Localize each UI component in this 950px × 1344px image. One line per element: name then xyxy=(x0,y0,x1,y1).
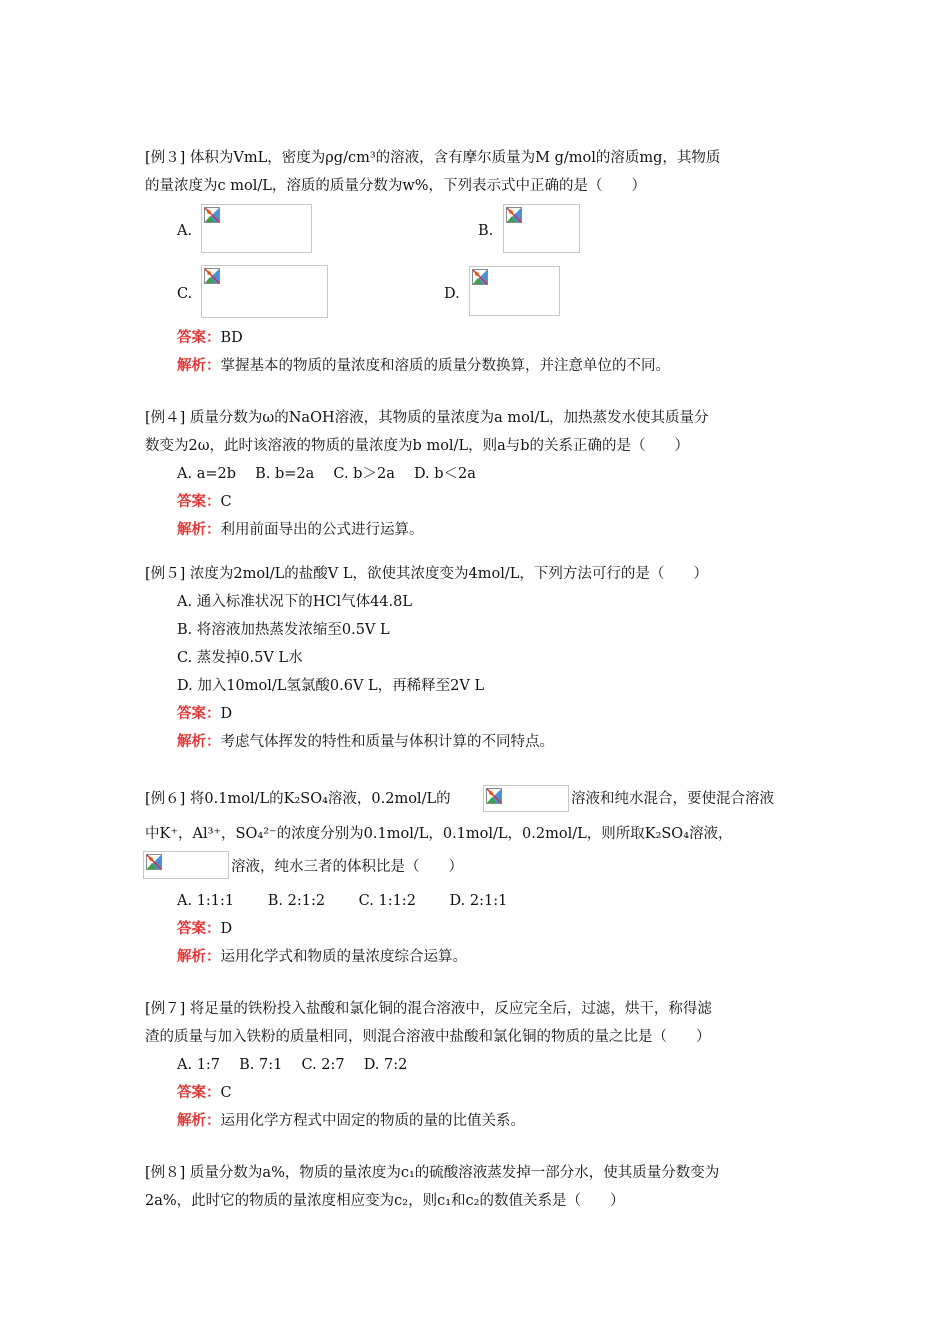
analysis-text: 运用化学式和物质的量浓度综合运算。 xyxy=(220,949,467,965)
analysis-label: 解析： xyxy=(177,521,221,538)
ex6-inline-image-2 xyxy=(143,851,229,879)
answer-label: 答案： xyxy=(177,920,221,937)
ex5-option-d: D. 加入10mol/L氢氯酸0.6V L，再稀释至2V L xyxy=(177,678,485,694)
broken-image-icon xyxy=(204,207,220,223)
ex6-question-line3-post: 溶液，纯水三者的体积比是（ ） xyxy=(231,859,463,875)
broken-image-icon xyxy=(486,788,502,804)
ex5-option-a: A. 通入标准状况下的HCl气体44.8L xyxy=(177,594,412,610)
ex6-inline-image-1 xyxy=(483,785,569,812)
answer-value: D xyxy=(220,706,233,722)
ex3-option-b-image xyxy=(503,204,580,253)
analysis-text: 利用前面导出的公式进行运算。 xyxy=(220,522,424,538)
analysis-label: 解析： xyxy=(177,948,221,965)
analysis-text: 掌握基本的物质的量浓度和溶质的质量分数换算，并注意单位的不同。 xyxy=(220,358,670,374)
ex4-options: A. a=2b B. b=2a C. b＞2a D. b＜2a xyxy=(177,466,476,482)
ex6-answer xyxy=(177,919,232,939)
analysis-text: 考虑气体挥发的特性和质量与体积计算的不同特点。 xyxy=(220,734,554,750)
answer-value: D xyxy=(220,921,233,937)
ex3-option-d-image xyxy=(469,266,560,316)
analysis-label: 解析： xyxy=(177,1112,221,1129)
ex3-question-line2: 的量浓度为c mol/L，溶质的质量分数为w%，下列表示式中正确的是（ ） xyxy=(145,178,647,194)
answer-label: 答案： xyxy=(177,1084,221,1101)
answer-label: 答案： xyxy=(177,329,221,346)
ex7-answer xyxy=(177,1083,232,1103)
ex5-option-c: C. 蒸发掉0.5V L水 xyxy=(177,650,303,666)
answer-label: 答案： xyxy=(177,705,221,722)
answer-label: 答案： xyxy=(177,493,221,510)
ex4-question-line2: 数变为2ω，此时该溶液的物质的量浓度为b mol/L，则a与b的关系正确的是（ ） xyxy=(145,438,689,454)
ex3-analysis xyxy=(177,356,670,376)
ex6-options: A. 1:1:1 B. 2:1:2 C. 1:1:2 D. 2:1:1 xyxy=(177,893,508,909)
ex3-option-d-label: D. xyxy=(444,286,460,302)
ex6-question-line1-pre: [例６] 将0.1mol/L的K₂SO₄溶液，0.2mol/L的 xyxy=(145,791,451,807)
ex5-answer xyxy=(177,704,232,724)
answer-value: BD xyxy=(220,330,243,346)
ex3-option-c-image xyxy=(201,265,328,318)
broken-image-icon xyxy=(506,207,522,223)
ex7-question-line2: 渣的质量与加入铁粉的质量相同，则混合溶液中盐酸和氯化铜的物质的量之比是（ ） xyxy=(145,1029,711,1045)
ex7-question-line1: [例７] 将足量的铁粉投入盐酸和氯化铜的混合溶液中，反应完全后，过滤，烘干，称得滤 xyxy=(145,1001,712,1017)
ex6-question-line2: 中K⁺，Al³⁺，SO₄²⁻的浓度分别为0.1mol/L，0.1mol/L，0.2mol/L，则所取K₂SO₄溶液， xyxy=(145,826,733,842)
ex3-question-line1: [例３] 体积为VmL，密度为ρg/cm³的溶液，含有摩尔质量为M g/mol的溶质mg，其物质 xyxy=(145,150,721,166)
ex7-analysis xyxy=(177,1111,525,1131)
ex3-option-a-image xyxy=(201,204,312,253)
answer-value: C xyxy=(220,1085,232,1101)
answer-value: C xyxy=(220,494,232,510)
broken-image-icon xyxy=(204,268,220,284)
ex8-question-line2: 2a%，此时它的物质的量浓度相应变为c₂，则c₁和c₂的数值关系是（ ） xyxy=(145,1193,625,1209)
ex5-option-b: B. 将溶液加热蒸发浓缩至0.5V L xyxy=(177,622,390,638)
ex3-answer xyxy=(177,328,243,348)
ex4-question-line1: [例４] 质量分数为ω的NaOH溶液，其物质的量浓度为a mol/L，加热蒸发水使其质量分 xyxy=(145,410,709,426)
ex6-analysis xyxy=(177,947,467,967)
broken-image-icon xyxy=(472,269,488,285)
ex7-options: A. 1:7 B. 7:1 C. 2:7 D. 7:2 xyxy=(177,1057,408,1073)
ex5-question-line1: [例５] 浓度为2mol/L的盐酸V L，欲使其浓度变为4mol/L，下列方法可行的是（ ） xyxy=(145,566,708,582)
ex8-question-line1: [例８] 质量分数为a%，物质的量浓度为c₁的硫酸溶液蒸发掉一部分水，使其质量分数变为 xyxy=(145,1165,720,1181)
ex4-analysis xyxy=(177,520,424,540)
ex6-question-line1-post: 溶液和纯水混合，要使混合溶液 xyxy=(571,791,774,807)
analysis-text: 运用化学方程式中固定的物质的量的比值关系。 xyxy=(220,1113,525,1129)
broken-image-icon xyxy=(146,854,162,870)
ex3-option-b-label: B. xyxy=(478,223,494,239)
ex5-analysis xyxy=(177,732,554,752)
ex3-option-c-label: C. xyxy=(177,286,193,302)
analysis-label: 解析： xyxy=(177,357,221,374)
ex4-answer xyxy=(177,492,232,512)
ex3-option-a-label: A. xyxy=(177,223,193,239)
analysis-label: 解析： xyxy=(177,733,221,750)
